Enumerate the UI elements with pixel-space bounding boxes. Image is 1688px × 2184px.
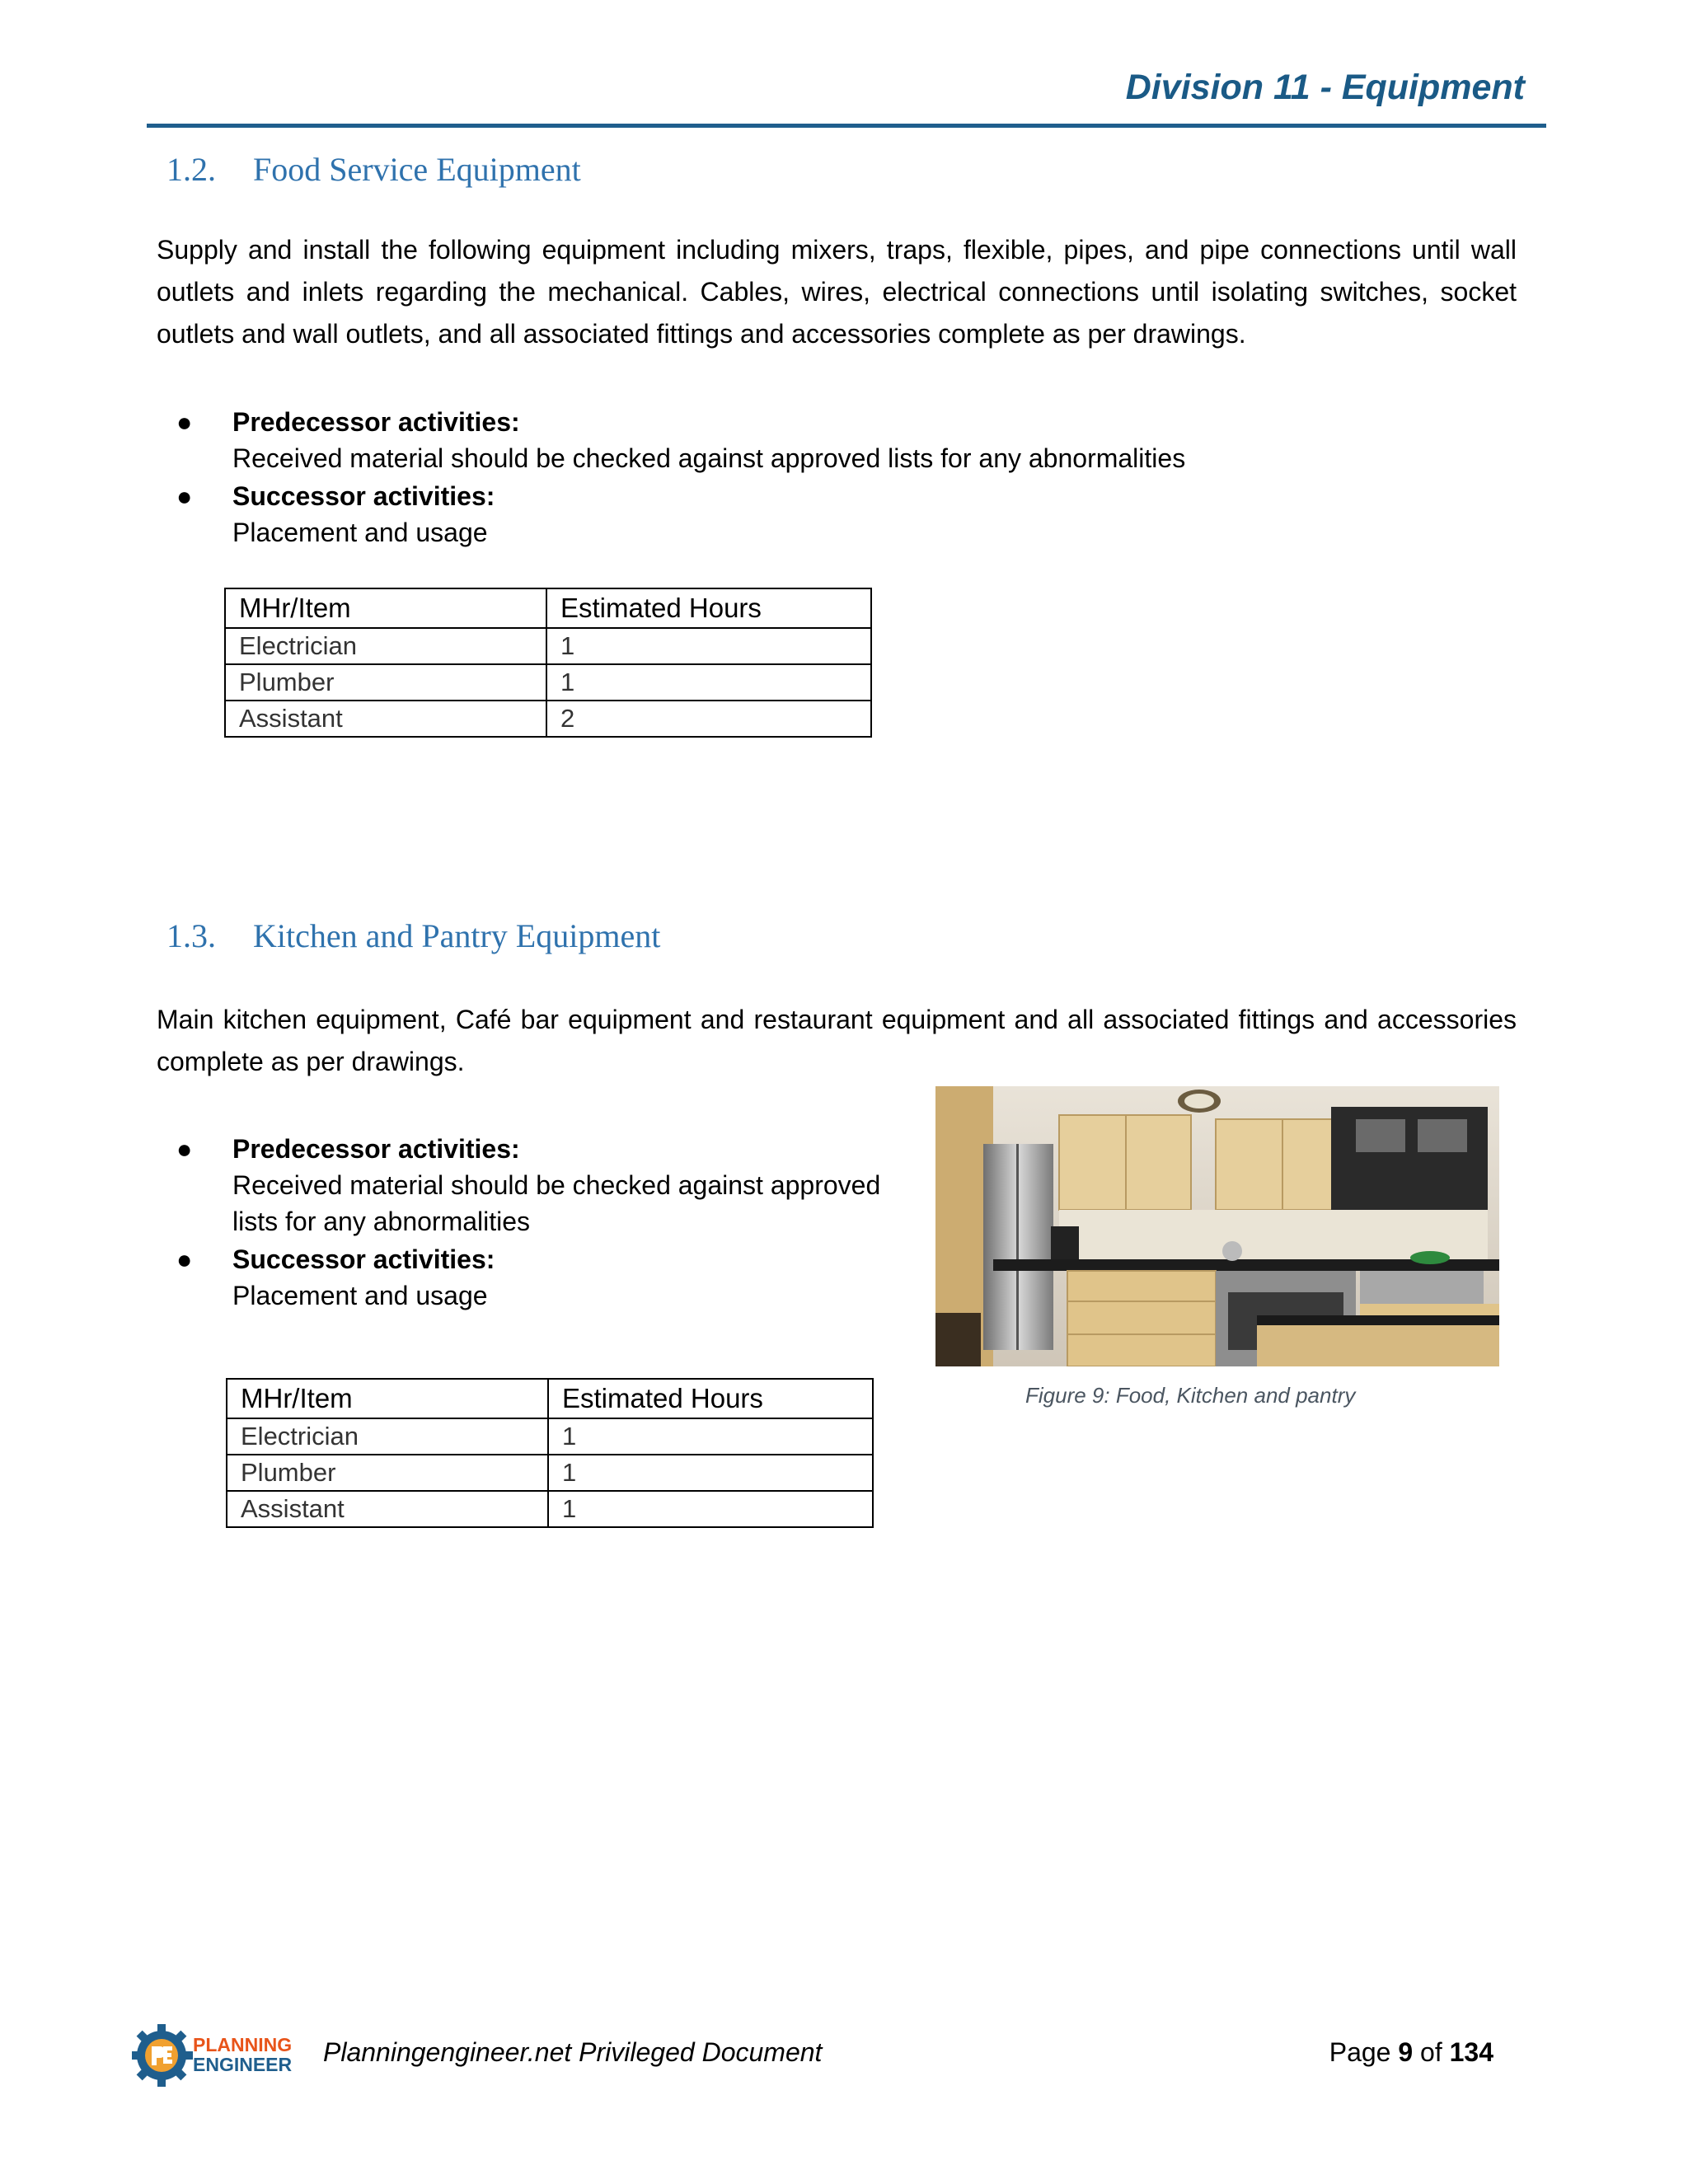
bullet-label: Successor activities:: [232, 1244, 495, 1274]
table-cell: 2: [546, 701, 871, 737]
footer-document-label: Planningengineer.net Privileged Document: [323, 2037, 823, 2067]
logo-text-line1: PLANNING: [193, 2034, 293, 2055]
bullet-text: lists for any abnormalities: [232, 1207, 531, 1236]
bullet-dot-icon: ●: [176, 407, 193, 437]
planning-engineer-logo: [132, 2023, 297, 2088]
manhour-table: [224, 588, 872, 738]
bullet-label: Predecessor activities:: [232, 1134, 520, 1164]
gear-logo-icon: [132, 2023, 297, 2088]
bullet-successor: [175, 1241, 880, 1314]
table-cell: Assistant: [227, 1491, 548, 1527]
section-title-text: Food Service Equipment: [253, 151, 581, 188]
kitchen-photo: [935, 1086, 1499, 1366]
table-cell: 1: [546, 628, 871, 664]
table-cell: Assistant: [225, 701, 546, 737]
page-current: 9: [1398, 2037, 1414, 2067]
table-header-row: [227, 1379, 873, 1418]
bullet-label: Successor activities:: [232, 481, 495, 511]
bullet-text: Placement and usage: [232, 518, 488, 547]
table-row: [227, 1418, 873, 1455]
table-row: [225, 628, 871, 664]
bullet-predecessor: [175, 1131, 880, 1240]
header-title: Division 11 - Equipment: [1125, 68, 1525, 107]
bullet-list: [175, 1131, 880, 1314]
table-cell: 1: [548, 1455, 873, 1491]
section-paragraph: Supply and install the following equipment including mixers, traps, flexible, pipes, and pipe connections until wall outlets and inlets regarding the mechanical. Cables, wires, electrical connections until isolating switches, socket outlets and wall outlets, and all associated fittings and accessories complete as per drawings.: [157, 235, 1517, 349]
bullet-label: Predecessor activities:: [232, 407, 520, 437]
table-header-row: [225, 588, 871, 628]
header-rule: [147, 124, 1546, 128]
page-prefix: Page: [1329, 2037, 1391, 2067]
table-row: [227, 1455, 873, 1491]
section-title-text: Kitchen and Pantry Equipment: [253, 917, 661, 954]
table-cell: Electrician: [225, 628, 546, 664]
table-row: [227, 1491, 873, 1527]
bullet-dot-icon: ●: [176, 1244, 193, 1274]
table-cell: 1: [546, 664, 871, 701]
bullet-text: Placement and usage: [232, 1281, 488, 1310]
bullet-dot-icon: ●: [176, 481, 193, 511]
table-cell: Plumber: [227, 1455, 548, 1491]
section-paragraph: Main kitchen equipment, Café bar equipment and restaurant equipment and all associated fittings and accessories complete as per drawings.: [157, 1005, 1517, 1076]
table-cell: Electrician: [227, 1418, 548, 1455]
table-row: [225, 701, 871, 737]
section-number: 1.2.: [166, 151, 216, 188]
table-cell: 1: [548, 1418, 873, 1455]
bullet-list: [175, 404, 1185, 551]
page-total: 134: [1449, 2037, 1493, 2067]
footer-page-number: [1329, 2037, 1493, 2068]
bullet-text: Received material should be checked against approved lists for any abnormalities: [232, 443, 1186, 473]
figure-caption: Figure 9: Food, Kitchen and pantry: [1025, 1383, 1356, 1408]
table-header-cell: Estimated Hours: [546, 588, 871, 628]
table-cell: Plumber: [225, 664, 546, 701]
table-header-cell: Estimated Hours: [548, 1379, 873, 1418]
section-heading-1-3: [166, 916, 660, 955]
bullet-successor: [175, 478, 1185, 551]
kitchen-illustration: [935, 1086, 1499, 1366]
section-number: 1.3.: [166, 917, 216, 954]
bullet-dot-icon: ●: [176, 1134, 193, 1164]
table-header-cell: MHr/Item: [225, 588, 546, 628]
bullet-text: Received material should be checked against approved: [232, 1170, 881, 1200]
bullet-predecessor: [175, 404, 1185, 476]
table-header-cell: MHr/Item: [227, 1379, 548, 1418]
page-of: of: [1420, 2037, 1442, 2067]
table-row: [225, 664, 871, 701]
section-heading-1-2: [166, 150, 581, 189]
manhour-table: [226, 1378, 874, 1528]
table-cell: 1: [548, 1491, 873, 1527]
logo-text-line2: ENGINEER: [193, 2054, 293, 2075]
